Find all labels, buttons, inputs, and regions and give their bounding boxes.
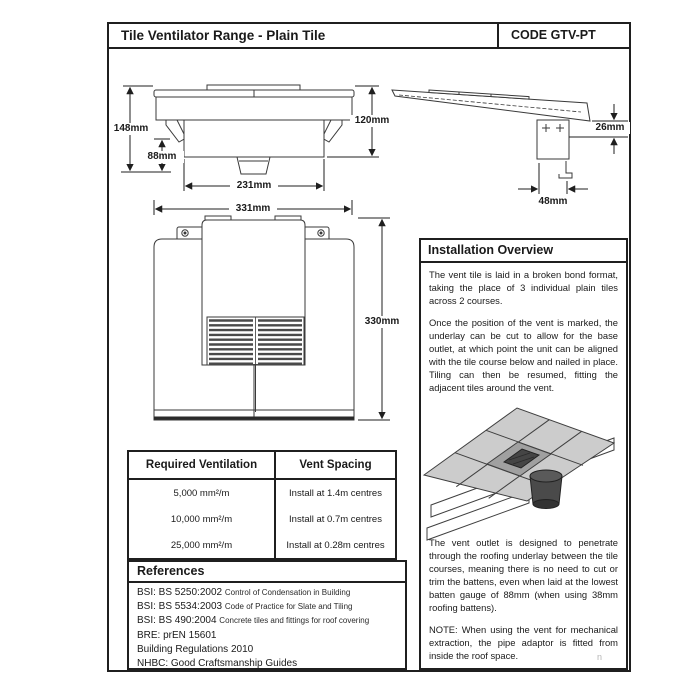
col-header-required-ventilation: Required Ventilation (128, 451, 275, 479)
illustration-area (429, 403, 618, 536)
list-item (137, 643, 397, 657)
installation-overview-body (421, 263, 626, 676)
table-row (128, 479, 396, 506)
reference-label: Building Regulations 2010 (137, 643, 254, 655)
reference-label: NHBC: Good Craftsmanship Guides (137, 658, 298, 670)
installation-overview-panel (419, 238, 628, 670)
list-item (137, 586, 397, 600)
required-ventilation-value: 5,000 mm²/m (128, 479, 275, 506)
document-frame (107, 22, 631, 672)
corner-mark: n (597, 652, 603, 662)
list-item (137, 614, 397, 628)
table-header-row (128, 451, 396, 479)
installation-overview-title: Installation Overview (421, 240, 626, 263)
dim-label-tile-length: 330mm (358, 316, 406, 328)
vent-spacing-value: Install at 0.28m centres (286, 539, 385, 551)
reference-detail: Code of Practice for Slate and Tiling (224, 602, 353, 612)
list-item (137, 629, 397, 643)
product-code: CODE GTV-PT (511, 28, 596, 42)
dim-label-overall-width: 331mm (229, 203, 277, 215)
reference-label: BRE: prEN 15601 (137, 629, 217, 641)
table-row (128, 506, 396, 532)
reference-detail: Control of Condensation in Building (224, 588, 351, 597)
reference-label: BSI: BS 5250:2002 (137, 587, 223, 598)
list-item (137, 657, 397, 671)
reference-label: BSI: BS 5534:2003 (137, 601, 223, 613)
installation-para-2: Once the position of the vent is marked, the underlay can be cut to allow for the base outlet, at which point the unit can be aligned with the tile course below and nailed in place. Tiling can then be resumed, fitting the adjacent tiles around the vent. (429, 317, 618, 393)
page-title: Tile Ventilator Range - Plain Tile (121, 28, 326, 43)
dim-label-overall-height: 148mm (109, 123, 153, 135)
references-title: References (129, 562, 405, 583)
reference-detail: Concrete tiles and fittings for roof covering (219, 616, 370, 626)
table-row (128, 532, 396, 559)
list-item (137, 600, 397, 614)
col-header-vent-spacing: Vent Spacing (275, 451, 396, 479)
plan-view-drawing (154, 216, 354, 420)
required-ventilation-value: 25,000 mm²/m (128, 532, 275, 559)
vent-spacing-value: Install at 1.4m centres (289, 487, 382, 499)
references-panel (127, 560, 407, 670)
dim-label-base-width: 231mm (230, 180, 278, 192)
side-view-drawing (392, 90, 590, 178)
reference-label: BSI: BS 490:2004 (137, 615, 217, 627)
required-ventilation-value: 10,000 mm²/m (128, 506, 275, 532)
dim-label-outlet-width: 48mm (531, 196, 575, 208)
installation-note: NOTE: When using the vent for mechanical extraction, the pipe adaptor is fitted from inside the roof space. (429, 624, 618, 661)
ventilation-table (127, 450, 397, 560)
dim-label-base-height: 88mm (140, 151, 184, 163)
dim-label-side-height: 120mm (350, 115, 394, 127)
dim-label-profile-drop: 26mm (590, 122, 630, 134)
vent-spacing-value: Install at 0.7m centres (289, 513, 382, 525)
references-list (129, 583, 405, 674)
installation-para-3: The vent outlet is designed to penetrate through the roofing underlay between the tile courses, meaning there is no need to cut or trim the battens, even when laid at the lowest batten gauge of 88mm (when using 38mm roofing battens). (429, 537, 618, 613)
installation-para-1: The vent tile is laid in a broken bond format, taking the place of 3 individual plain tiles across 2 courses. (429, 269, 618, 306)
